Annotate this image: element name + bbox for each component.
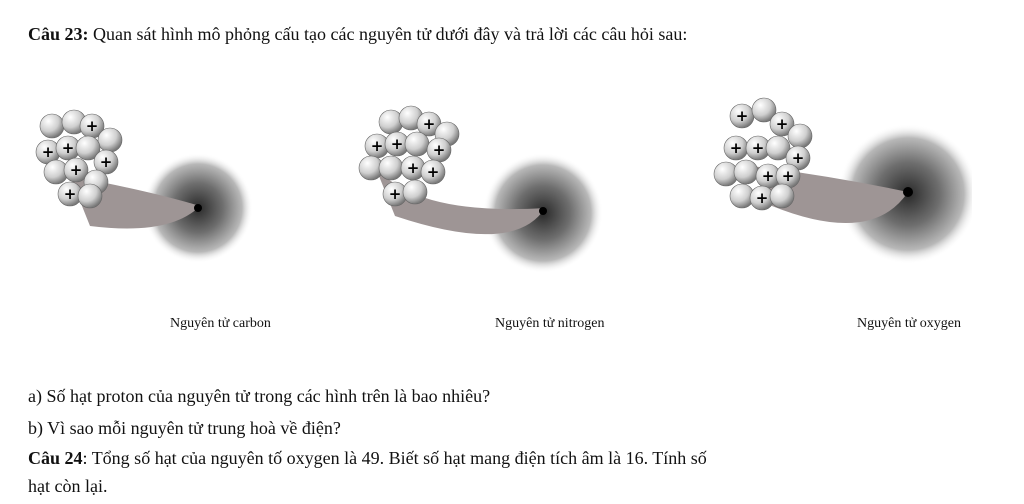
proton-plus-sign: + xyxy=(390,135,404,153)
question-23-text: Quan sát hình mô phỏng cấu tạo các nguyên tử dưới đây và trả lời các câu hỏi sau: xyxy=(88,24,688,44)
sub-question-b: b) Vì sao mỗi nguyên tử trung hoà về điện? xyxy=(28,418,341,438)
proton-plus-sign: + xyxy=(69,161,83,179)
nucleus-center-dot xyxy=(539,207,547,215)
neutron-sphere xyxy=(788,124,812,148)
proton-plus-sign: + xyxy=(735,107,749,125)
nitrogen-atom-diagram xyxy=(355,96,615,296)
neutron-sphere xyxy=(734,160,758,184)
nucleus-center-dot xyxy=(903,187,913,197)
proton-plus-sign: + xyxy=(422,115,436,133)
neutron-sphere xyxy=(40,114,64,138)
neutron-sphere xyxy=(78,184,102,208)
proton-plus-sign: + xyxy=(41,143,55,161)
proton-plus-sign: + xyxy=(388,185,402,203)
question-24 xyxy=(28,448,707,469)
question-24-continuation: hạt còn lại. xyxy=(28,476,108,496)
sub-question-a: a) Số hạt proton của nguyên tử trong các hình trên là bao nhiêu? xyxy=(28,386,491,406)
carbon-atom-figure xyxy=(30,96,290,331)
neutron-sphere xyxy=(770,184,794,208)
nitrogen-caption: Nguyên tử nitrogen xyxy=(495,316,605,331)
neutron-sphere xyxy=(403,180,427,204)
proton-plus-sign: + xyxy=(370,137,384,155)
oxygen-atom-diagram xyxy=(712,96,972,296)
oxygen-atom-figure xyxy=(712,96,972,331)
question-24-label: Câu 24 xyxy=(28,448,83,468)
proton-plus-sign: + xyxy=(99,153,113,171)
proton-plus-sign: + xyxy=(791,149,805,167)
proton-plus-sign: + xyxy=(781,167,795,185)
nucleus-center-dot xyxy=(194,204,202,212)
proton-plus-sign: + xyxy=(729,139,743,157)
proton-plus-sign: + xyxy=(775,115,789,133)
carbon-caption: Nguyên tử carbon xyxy=(170,316,271,331)
proton-plus-sign: + xyxy=(761,167,775,185)
proton-plus-sign: + xyxy=(61,139,75,157)
neutron-sphere xyxy=(405,132,429,156)
proton-plus-sign: + xyxy=(63,185,77,203)
proton-plus-sign: + xyxy=(432,141,446,159)
question-24-text: : Tổng số hạt của nguyên tố oxygen là 49. Biết số hạt mang điện tích âm là 16. Tính số xyxy=(82,448,707,468)
question-23 xyxy=(28,24,687,45)
carbon-atom-diagram xyxy=(30,96,290,296)
proton-plus-sign: + xyxy=(426,163,440,181)
proton-plus-sign: + xyxy=(755,189,769,207)
oxygen-caption: Nguyên tử oxygen xyxy=(857,316,962,331)
question-23-label: Câu 23: xyxy=(28,24,89,44)
nucleus xyxy=(359,106,459,206)
neutron-sphere xyxy=(379,156,403,180)
neutron-sphere xyxy=(98,128,122,152)
proton-plus-sign: + xyxy=(751,139,765,157)
proton-plus-sign: + xyxy=(406,159,420,177)
nitrogen-atom-figure xyxy=(355,96,615,331)
proton-plus-sign: + xyxy=(85,117,99,135)
